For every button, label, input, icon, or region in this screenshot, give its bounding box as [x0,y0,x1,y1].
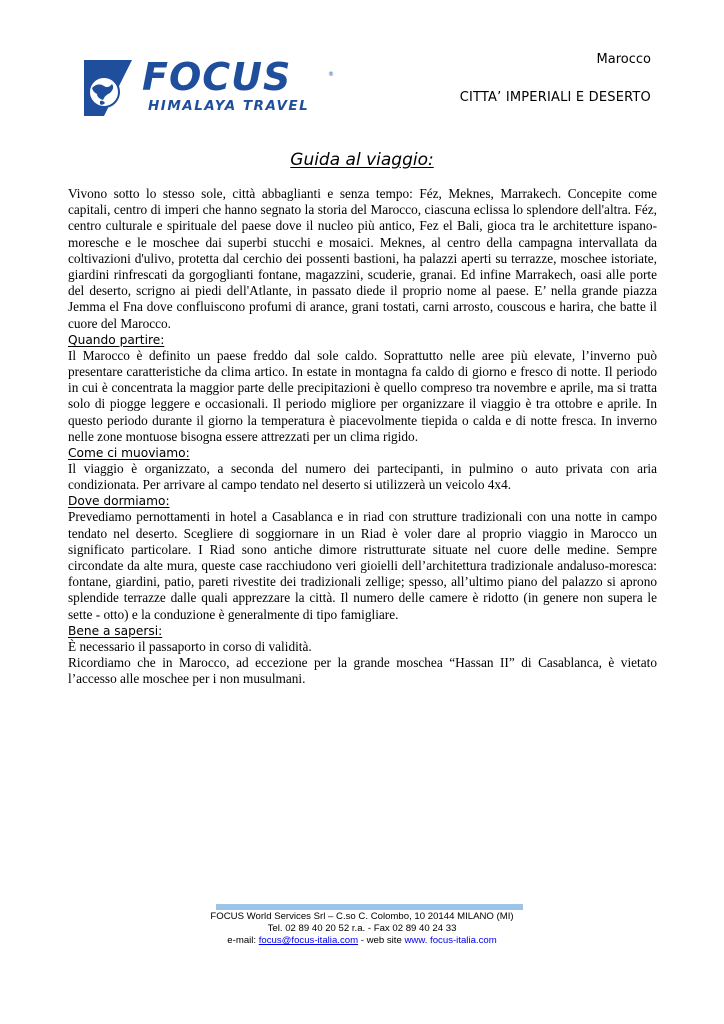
guide-title: Guida al viaggio: [290,150,434,170]
section-paragraph: Ricordiamo che in Marocco, ad eccezione per la grande moschea “Hassan II” di Casablanca, è vietato l’accesso alle moschee per i non musulmani. [68,655,657,687]
section-paragraph: Il viaggio è organizzato, a seconda del numero dei partecipanti, in pulmino o auto privata con aria condizionata. Per arrivare al campo tendato nel deserto si utilizzerà un veicolo 4x4. [68,461,657,493]
section-when-to-go [68,332,657,445]
company-logo [82,54,342,120]
document-body [68,186,657,687]
svg-text:®: ® [328,71,334,78]
section-accommodation [68,493,657,622]
logo-subtext: HIMALAYA TRAVEL [148,98,310,114]
footer-company-line: FOCUS World Services Srl – C.so C. Colombo, 10 20144 MILANO (MI) [210,911,514,922]
footer-contact-line [0,935,724,947]
section-transport [68,445,657,493]
website-link[interactable]: www. focus-italia.com [404,935,497,946]
section-heading: Come ci muoviamo: [68,446,190,461]
email-link[interactable]: focus@focus-italia.com [258,935,359,946]
section-good-to-know [68,623,657,688]
country-label: Marocco [596,52,651,67]
tour-title: CITTA’ IMPERIALI E DESERTO [459,90,651,105]
intro-paragraph: Vivono sotto lo stesso sole, città abbaglianti e senza tempo: Féz, Meknes, Marrakech. Concepite come capitali, centro di imperi che hanno segnato la storia del Marocco, ciascuna eclissa lo splendore dell'altra. Féz, centro culturale e spirituale del paese dove il nucleo più antico, Fez el Bali, gioca tra le architetture ispano-moresche e le moschee dai superbi stucchi e mosaici. Meknes, al centro della campagna intervallata da coltivazioni d'ulivo, protetta dal cerchio dei possenti bastioni, ha palazzi aperti su terrazze, moschee istoriate, giardini rinfrescati da gorgoglianti fontane, magazzini, scuderie, granai. Ed infine Marrakech, oasi alle porte del deserto, scrigno ai piedi dell'Atlante, in passato diede il proprio nome al paese. E’ nella grande piazza Jemma el Fna dove confluiscono profumi di arance, grani tostati, carni arrosto, couscous e harira, che batte il cuore del Marocco. [68,186,657,331]
footer-phone-line: Tel. 02 89 40 20 52 r.a. - Fax 02 89 40 24 33 [267,923,457,934]
footer-divider [216,904,523,910]
section-paragraph: Prevediamo pernottamenti in hotel a Casablanca e in riad con strutture tradizionali con una notte in campo tendato nel deserto. Scegliere di soggiornare in un Riad è voler dare al proprio viaggio in Marocco un significato particolare. I Riad sono antiche dimore ristrutturate situate nel cuore delle medine. Sempre circondate da alte mura, queste case racchiudono veri gioielli dell’architettura tradizionale andaluso-moresca: fontane, giardini, patio, pareti rivestite dei tradizionali zellige; spesso, all’ultimo piano del palazzo si aprono splendide terrazze dalle quali apprezzare la città. Il numero delle camere è ridotto (in genere non supera le sette - otto) e la conduzione è generalmente di tipo famigliare. [68,509,657,622]
section-paragraph: È necessario il passaporto in corso di validità. [68,638,312,654]
section-heading: Bene a sapersi: [68,623,163,638]
section-heading: Dove dormiamo: [68,494,170,509]
email-label: e-mail: [227,935,259,946]
logo-text: FOCUS [142,55,292,99]
section-paragraph: Il Marocco è definito un paese freddo dal sole caldo. Soprattutto nelle aree più elevate, l’inverno può presentare caratteristiche da clima artico. In estate in montagna fa caldo di giorno e fresco di notte. Il periodo in cui è concentrata la maggior parte delle precipitazioni è quello compreso tra novembre e aprile, ma si tratta solo di piogge leggere e occasionali. Il periodo migliore per organizzare il viaggio è tra ottobre e aprile. In questo periodo durante il giorno la temperatura è piacevolmente tiepida o calda e di notte fresca. In inverno nelle zone montuose bisogna essere attrezzati per un clima rigido. [68,347,657,444]
web-label: - web site [358,935,405,946]
footer [0,911,724,947]
section-heading: Quando partire: [68,332,165,347]
